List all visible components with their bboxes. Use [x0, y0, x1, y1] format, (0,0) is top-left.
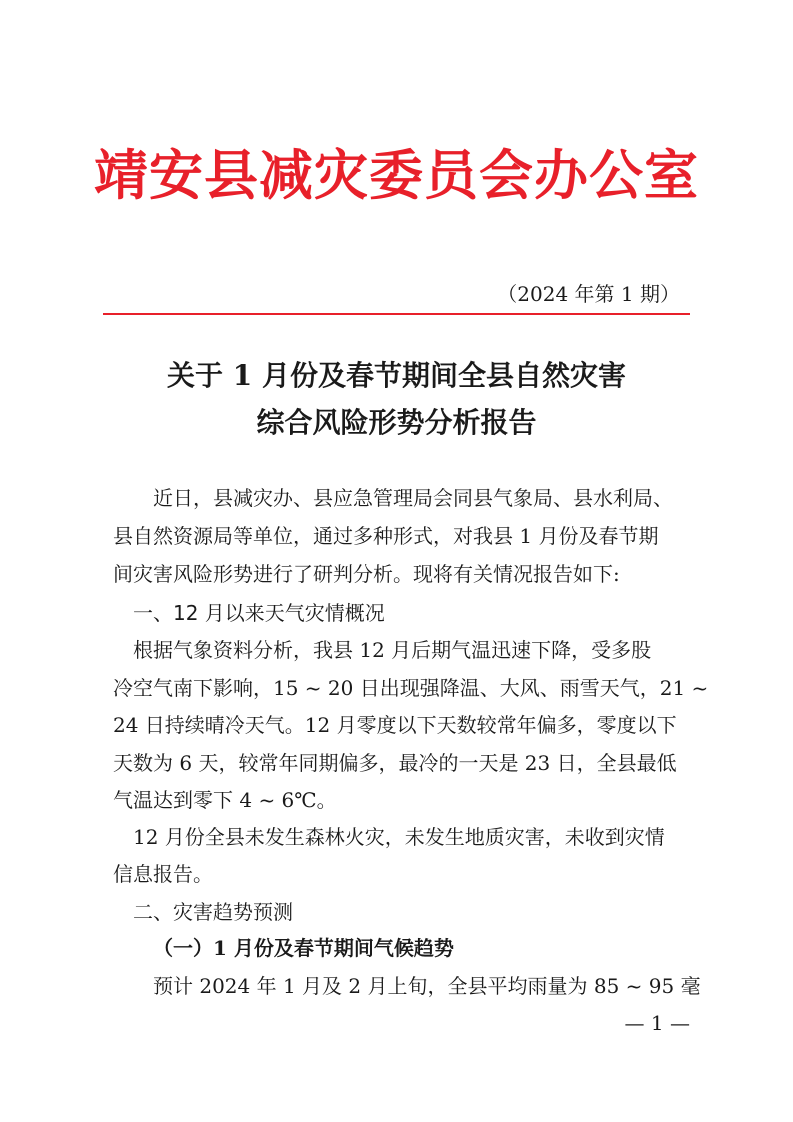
body-line: 12 月份全县未发生森林火灾，未发生地质灾害，未收到灾情 — [133, 825, 665, 849]
document-title-line-1: 关于 1 月份及春节期间全县自然灾害 — [167, 359, 626, 392]
body-line: 气温达到零下 4 ~ 6℃。 — [113, 788, 337, 812]
body-line: 冷空气南下影响，15 ~ 20 日出现强降温、大风、雨雪天气，21 ~ — [113, 676, 709, 700]
body-line: 天数为 6 天，较常年同期偏多，最冷的一天是 23 日，全县最低 — [113, 751, 677, 775]
red-divider-line — [103, 313, 690, 315]
document-title-line-2: 综合风险形势分析报告 — [256, 406, 537, 439]
body-line: 24 日持续晴冷天气。12 月零度以下天数较常年偏多，零度以下 — [113, 713, 677, 737]
page-number: — 1 — — [624, 1011, 690, 1035]
section-2-heading: 二、灾害趋势预测 — [133, 900, 293, 924]
intro-line: 县自然资源局等单位，通过多种形式，对我县 1 月份及春节期 — [113, 524, 659, 548]
body-line: 预计 2024 年 1 月及 2 月上旬，全县平均雨量为 85 ~ 95 毫 — [153, 974, 701, 998]
masthead-title: 靖安县减灾委员会办公室 — [94, 143, 699, 207]
intro-line: 近日，县减灾办、县应急管理局会同县气象局、县水利局、 — [153, 486, 673, 510]
section-2-subheading: （一）1 月份及春节期间气候趋势 — [153, 936, 454, 960]
section-1-heading: 一、12 月以来天气灾情概况 — [133, 601, 385, 625]
body-line: 信息报告。 — [113, 862, 213, 886]
intro-line: 间灾害风险形势进行了研判分析。现将有关情况报告如下: — [113, 562, 620, 586]
body-line: 根据气象资料分析，我县 12 月后期气温迅速下降，受多股 — [133, 638, 652, 662]
issue-number: （2024 年第 1 期） — [497, 282, 680, 306]
